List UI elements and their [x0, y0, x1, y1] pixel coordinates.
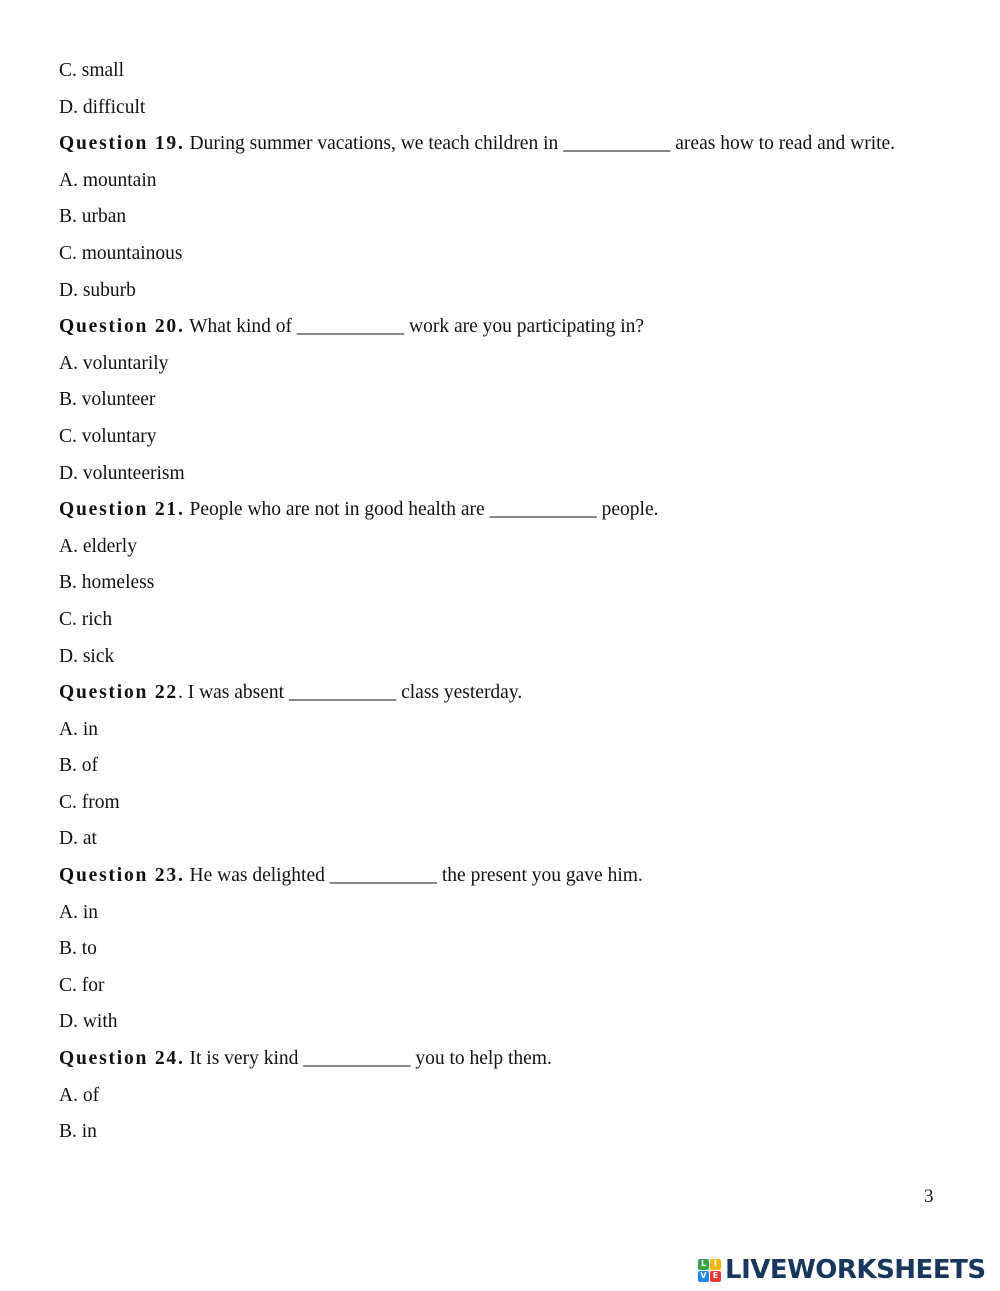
answer-option-d[interactable]: D. at [59, 828, 97, 850]
answer-option-b[interactable]: B. urban [59, 206, 127, 228]
logo-cell-i: I [710, 1259, 721, 1270]
answer-option-c[interactable]: C. rich [59, 608, 113, 630]
logo-wordmark: LIVEWORKSHEETS [725, 1255, 986, 1285]
answer-option-a[interactable]: A. elderly [59, 535, 137, 557]
question-19 [59, 126, 938, 163]
question-text: the present you gave him. [441, 865, 643, 887]
answer-option-b[interactable]: B. to [59, 938, 97, 960]
answer-option-a[interactable]: A. mountain [59, 169, 157, 191]
question-text: It is very kind [189, 1048, 299, 1070]
question-text: . I was absent [177, 682, 285, 704]
question-text: areas how to read and write. [675, 133, 896, 155]
answer-option-b[interactable]: B. in [59, 1121, 97, 1143]
answer-option-c[interactable]: C. from [59, 791, 120, 813]
answer-option-b[interactable]: B. homeless [59, 572, 155, 594]
answer-blank[interactable]: ___________ [288, 682, 397, 704]
answer-blank[interactable]: ___________ [489, 499, 597, 521]
question-label: Question 22 [59, 682, 178, 704]
liveworksheets-logo[interactable] [698, 1255, 986, 1285]
answer-option: C. small [59, 60, 125, 81]
answer-option-d[interactable]: D. sick [59, 645, 115, 667]
question-label: Question 19. [59, 133, 185, 155]
question-label: Question 20. [59, 316, 185, 338]
answer-option-d[interactable]: D. suburb [59, 279, 136, 301]
logo-cell-l: L [698, 1259, 709, 1270]
answer-blank[interactable]: ___________ [296, 316, 405, 338]
logo-cell-v: V [698, 1271, 709, 1282]
answer-option-c[interactable]: C. mountainous [59, 242, 183, 264]
question-label: Question 21. [59, 499, 185, 521]
question-label: Question 24. [59, 1048, 185, 1070]
answer-option-b[interactable]: B. of [59, 755, 98, 777]
question-text: People who are not in good health are [189, 499, 485, 521]
question-label: Question 23. [59, 865, 185, 887]
question-23 [59, 858, 938, 895]
question-text: people. [601, 499, 659, 521]
page-number: 3 [924, 1186, 934, 1207]
question-22 [59, 675, 938, 712]
answer-blank[interactable]: ___________ [563, 133, 671, 155]
question-text: During summer vacations, we teach children in [189, 133, 559, 155]
answer-blank[interactable]: ___________ [303, 1048, 411, 1070]
answer-option-c[interactable]: C. voluntary [59, 425, 157, 447]
question-text: you to help them. [415, 1048, 552, 1070]
worksheet-content [59, 53, 938, 1151]
answer-option-b[interactable]: B. volunteer [59, 389, 156, 411]
logo-cell-e: E [710, 1271, 721, 1282]
question-text: class yesterday. [401, 682, 523, 704]
answer-option-a[interactable]: A. in [59, 718, 98, 740]
question-text: He was delighted [189, 865, 325, 887]
question-24 [59, 1041, 938, 1078]
answer-option-d[interactable]: D. volunteerism [59, 462, 185, 484]
question-text: work are you participating in? [409, 316, 645, 338]
answer-option-c[interactable]: C. for [59, 974, 105, 996]
answer-option-d[interactable]: D. with [59, 1011, 118, 1033]
logo-grid-icon [698, 1259, 721, 1282]
question-text: What kind of [189, 316, 293, 338]
answer-blank[interactable]: ___________ [329, 865, 438, 887]
question-20 [59, 309, 938, 346]
answer-option-a[interactable]: A. voluntarily [59, 352, 169, 374]
question-21 [59, 492, 938, 529]
answer-option-a[interactable]: A. in [59, 901, 98, 923]
answer-option: D. difficult [59, 96, 146, 118]
answer-option-a[interactable]: A. of [59, 1084, 100, 1106]
